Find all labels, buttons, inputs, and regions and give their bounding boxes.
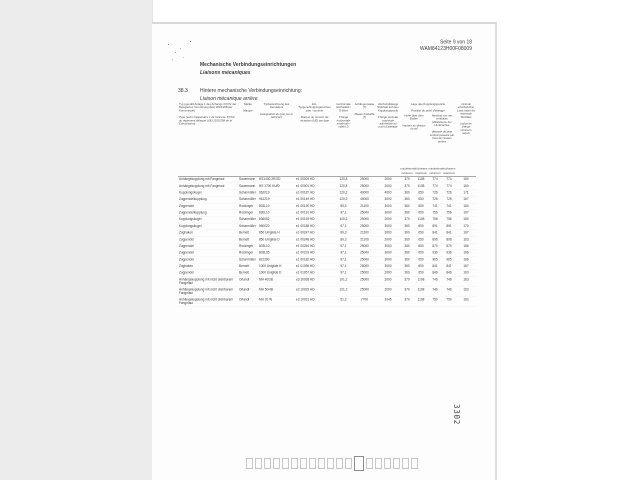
table-cell: e1 00191 HD bbox=[296, 211, 315, 215]
table-cell: 160 bbox=[463, 204, 469, 208]
table-cell: 650 bbox=[418, 204, 424, 208]
table-cell: 841 bbox=[446, 231, 452, 235]
table-cell: 1108 bbox=[417, 287, 425, 292]
table-cell: 163 bbox=[463, 271, 469, 275]
table-cell: 803L35 bbox=[259, 251, 270, 255]
table-cell: 756 bbox=[446, 211, 452, 215]
table-cell: 166 bbox=[463, 244, 469, 248]
table-row bbox=[178, 287, 476, 297]
table-cell: 379 bbox=[404, 298, 410, 302]
table-cell: 360 bbox=[404, 197, 410, 202]
table-cell: 25000 bbox=[360, 271, 369, 275]
table-cell: 21100 bbox=[360, 231, 369, 235]
page-thumbnails bbox=[246, 456, 418, 471]
col-d-wert: Horizontale Höchstlast / D-Wert Charge horizontale maximale / valeur D bbox=[336, 103, 351, 129]
hoehe-min-label: mindestens minimum bbox=[400, 167, 415, 175]
table-cell: 3000 bbox=[384, 197, 392, 202]
table-cell: 896 bbox=[432, 237, 438, 242]
table-cell: 21100 bbox=[360, 204, 369, 208]
page-thumbnail[interactable] bbox=[273, 458, 280, 469]
table-cell: 120,2 bbox=[339, 190, 348, 195]
table-cell: 1108 bbox=[417, 217, 425, 222]
table-cell: 25000 bbox=[360, 177, 369, 182]
table-row bbox=[178, 297, 476, 307]
table-cell: MH 40/2B bbox=[259, 277, 273, 282]
page-thumbnail[interactable] bbox=[291, 458, 298, 469]
table-cell: 25000 bbox=[360, 224, 369, 228]
table-cell: 961219 bbox=[259, 197, 270, 202]
title-de: Mechanische Verbindungseinrichtungen bbox=[200, 62, 297, 68]
table-cell: Zugpendelkupplung bbox=[179, 211, 207, 215]
table-cell: 746 bbox=[446, 277, 452, 282]
table-cell: Zughaken bbox=[179, 231, 194, 235]
col-load-index: minimal erforderlicher Load Index für maximale Stützlast Indice de charge minimum requis bbox=[457, 103, 475, 136]
table-cell: 89,3 bbox=[340, 237, 347, 242]
table-cell: 379 bbox=[404, 177, 410, 182]
table-cell: 360 bbox=[404, 244, 410, 248]
couplings-table bbox=[178, 103, 476, 307]
table-cell: 379 bbox=[404, 217, 410, 222]
table-cell: 160 bbox=[463, 177, 469, 182]
section-heading bbox=[178, 87, 302, 103]
table-row bbox=[178, 237, 476, 244]
table-cell: 650 bbox=[418, 257, 424, 262]
table-cell: Zugpendel bbox=[179, 244, 194, 248]
table-cell: Anhängekupplung mit Fangmaul bbox=[179, 184, 225, 188]
table-cell: 25000 bbox=[360, 287, 369, 292]
table-cell: e1 00001 HD bbox=[296, 184, 315, 188]
abstand-min-label: mindestens minimum bbox=[428, 167, 443, 175]
table-cell: Zugpendel bbox=[179, 204, 194, 208]
table-cell: 746 bbox=[432, 277, 438, 282]
table-cell: Bernett bbox=[239, 271, 250, 275]
table-cell: 40000 bbox=[360, 197, 369, 202]
table-cell: e1 00248 HD bbox=[296, 237, 315, 242]
table-cell: 803L10 bbox=[259, 244, 270, 248]
table-cell: 360 bbox=[404, 231, 410, 235]
table-cell: e1 00188 HD bbox=[296, 224, 315, 228]
table-cell: 3000 bbox=[384, 231, 392, 235]
table-cell: 7700 bbox=[360, 298, 368, 302]
table-cell: Rockinger bbox=[239, 244, 254, 248]
table-cell: 40000 bbox=[360, 190, 369, 195]
table-cell: 25000 bbox=[360, 244, 369, 248]
col-eu-nummer: EU-Typgenehmigungszeichen oder -nummer Marque ou numéro de réception (UE) par type bbox=[298, 103, 331, 123]
table-cell: Zugpendel bbox=[179, 237, 194, 242]
table-cell: 891 bbox=[432, 224, 438, 228]
table-cell: 25000 bbox=[360, 264, 369, 269]
table-cell: 2000 bbox=[384, 184, 392, 188]
table-cell: 167 bbox=[463, 197, 469, 202]
table-cell: 650 bbox=[418, 224, 424, 228]
table-cell: 360 bbox=[404, 264, 410, 269]
page-thumbnail[interactable] bbox=[393, 458, 400, 469]
page-number: Seite 9 von 18 bbox=[440, 39, 472, 45]
minmax-row bbox=[400, 168, 456, 176]
table-cell: 163 bbox=[463, 277, 469, 282]
table-cell: 25000 bbox=[360, 251, 369, 255]
table-cell: 1108 bbox=[417, 298, 425, 302]
page-thumbnail[interactable] bbox=[384, 458, 391, 469]
table-cell: 850 Uniglide H bbox=[259, 231, 280, 235]
table-cell: HS 1700 KU/D bbox=[259, 184, 280, 188]
page-thumbnail[interactable] bbox=[375, 458, 382, 469]
table-cell: 741 bbox=[432, 204, 438, 208]
table-cell: MH 20 W bbox=[259, 298, 273, 302]
table-cell: 756 bbox=[432, 211, 438, 215]
page-thumbnail[interactable] bbox=[264, 458, 271, 469]
table-cell: 97,1 bbox=[340, 271, 347, 275]
table-cell: 97,1 bbox=[340, 264, 347, 269]
page-thumbnail[interactable] bbox=[282, 458, 289, 469]
table-cell: MH 50/4B bbox=[259, 287, 273, 292]
table-cell: Zugpendel bbox=[179, 257, 194, 262]
col-hoehe: Höhe über dem Boden hauteur au-dessus du sol bbox=[402, 114, 426, 131]
page-thumbnail[interactable] bbox=[255, 458, 262, 469]
table-cell: 89,3 bbox=[340, 231, 347, 235]
table-cell: 936 bbox=[432, 251, 438, 255]
table-row bbox=[178, 230, 476, 237]
table-cell: 3000 bbox=[384, 251, 392, 255]
table-header bbox=[178, 103, 476, 177]
stamp-number: 3302 bbox=[452, 403, 462, 426]
table-cell: 774 bbox=[446, 177, 452, 182]
table-cell: e1 01057 HD bbox=[296, 271, 315, 275]
section-number: 38.3 bbox=[178, 88, 188, 94]
scan-noise bbox=[168, 44, 169, 45]
table-cell: 756 bbox=[432, 217, 438, 222]
table-cell: 3000 bbox=[384, 257, 392, 262]
table-cell: Bernett bbox=[239, 264, 250, 269]
table-cell: 89,3 bbox=[340, 204, 347, 208]
document-title bbox=[200, 61, 296, 77]
table-cell: 163 bbox=[463, 298, 469, 302]
document-number: WAM84123H00F08009 bbox=[419, 46, 472, 52]
table-row bbox=[178, 263, 476, 270]
page-thumbnail[interactable] bbox=[327, 458, 334, 469]
table-cell: 1000 Uniglide H bbox=[259, 264, 282, 269]
table-cell: 360 bbox=[404, 257, 410, 262]
col-typ: Typ (gemäß Anlage 1 des Anhangs XXXIV der Delegierten Verordnung (EU) 2015/208 der Kommission) Type (selon l'appendice 1 de l'annexe XXXIV du règlement délégué (UE) 2015/208 de la Commission) bbox=[179, 103, 237, 126]
table-cell: 650 bbox=[418, 237, 424, 242]
table-cell: 774 bbox=[432, 177, 438, 182]
table-cell: e1 00190 HD bbox=[296, 204, 315, 208]
table-cell: 160 bbox=[463, 184, 469, 188]
table-cell: 163 bbox=[463, 287, 469, 292]
table-cell: 4000 bbox=[384, 190, 392, 195]
table-row bbox=[178, 270, 476, 277]
table-cell: 2000 bbox=[384, 217, 392, 222]
table-cell: 879 bbox=[432, 244, 438, 248]
table-cell: 879 bbox=[446, 244, 452, 248]
page-thumbnail[interactable] bbox=[402, 458, 409, 469]
table-cell: 846 bbox=[446, 271, 452, 275]
page-thumbnail[interactable] bbox=[300, 458, 307, 469]
section-heading-fr: Liaison mécanique arrière bbox=[200, 96, 258, 102]
table-cell: 100,2 bbox=[339, 217, 348, 222]
table-cell: 2000 bbox=[384, 277, 392, 282]
table-row bbox=[178, 257, 476, 264]
table-cell: 741 bbox=[446, 204, 452, 208]
table-cell: Sauermann bbox=[239, 184, 256, 188]
document-page-content bbox=[152, 24, 497, 480]
table-cell: 750 bbox=[432, 298, 438, 302]
table-cell: 360 bbox=[404, 204, 410, 208]
table-cell: 746 bbox=[432, 287, 438, 292]
col-marke: Marke Marque bbox=[243, 103, 253, 113]
table-cell: 650 bbox=[418, 190, 424, 195]
table-cell: 3000 bbox=[384, 244, 392, 248]
table-cell: 2000 bbox=[384, 177, 392, 182]
table-cell: 97,1 bbox=[340, 257, 347, 262]
table-cell: Kupplungskugel bbox=[179, 217, 202, 222]
table-cell: 841 bbox=[446, 264, 452, 269]
table-cell: 726 bbox=[446, 197, 452, 202]
table-cell: 3000 bbox=[384, 204, 392, 208]
table-cell: 841 bbox=[432, 264, 438, 269]
table-cell: 25000 bbox=[360, 211, 369, 215]
table-cell: 101,2 bbox=[339, 277, 348, 282]
table-cell: 120,8 bbox=[339, 184, 348, 188]
table-cell: 1000 Uniglide D bbox=[259, 271, 282, 275]
table-cell: 650 bbox=[418, 231, 424, 235]
table-cell: e1 01056 HD bbox=[296, 264, 315, 269]
table-cell: 650 bbox=[418, 271, 424, 275]
table-cell: 650 bbox=[418, 197, 424, 202]
table-cell: 726 bbox=[432, 190, 438, 195]
table-row bbox=[178, 190, 476, 197]
table-cell: e3 10031 HD bbox=[296, 298, 315, 302]
page-thumbnail[interactable] bbox=[366, 458, 373, 469]
table-cell: 803L10 bbox=[259, 204, 270, 208]
table-cell: 896 bbox=[446, 237, 452, 242]
table-cell: 360 bbox=[404, 224, 410, 228]
table-cell: 120,8 bbox=[339, 177, 348, 182]
table-row bbox=[178, 250, 476, 257]
table-cell: 774 bbox=[432, 184, 438, 188]
table-cell: Anhängekupplung mit Fangmaul bbox=[179, 177, 225, 182]
table-cell: 360 bbox=[404, 211, 410, 215]
page-thumbnail[interactable] bbox=[411, 458, 418, 469]
table-cell: 756 bbox=[446, 217, 452, 222]
col-stuetzlast: Höchstzulässige Stützlast auf dem Kupplungspunkt Charge verticale maximale admissible au point d'attelage bbox=[377, 103, 399, 129]
table-cell: 167 bbox=[463, 211, 469, 215]
table-cell: 25000 bbox=[360, 257, 369, 262]
section-heading-de: Hintere mechanische Verbindungseinrichtung: bbox=[200, 88, 303, 94]
table-cell: 746 bbox=[446, 287, 452, 292]
abstand-max-label: höchstens maximum bbox=[442, 167, 456, 175]
table-cell: 850 Uniglide D bbox=[259, 237, 280, 242]
table-cell: Anhängekupplung mit nicht drehbarem Fangmaul bbox=[179, 287, 234, 295]
table-cell: 171 bbox=[463, 190, 469, 195]
table-cell: Bernett bbox=[239, 231, 250, 235]
table-cell: e1 00247 HD bbox=[296, 231, 315, 235]
table-cell: e1 00219 HD bbox=[296, 251, 315, 255]
table-cell: 25000 bbox=[360, 184, 369, 188]
table-cell: 101,2 bbox=[339, 287, 348, 292]
table-cell: Zugpendelkupplung bbox=[179, 197, 207, 202]
table-cell: e1 00149 HD bbox=[296, 197, 315, 202]
page-thumbnail[interactable] bbox=[246, 458, 253, 469]
table-cell: 21100 bbox=[360, 237, 369, 242]
viewer-left-margin bbox=[0, 0, 153, 480]
table-cell: Scharmüller bbox=[239, 257, 256, 262]
table-cell: Orlandi bbox=[239, 287, 250, 292]
page-thumbnail[interactable] bbox=[336, 458, 343, 469]
table-row bbox=[178, 197, 476, 204]
table-cell: HS1400-2R/2D bbox=[259, 177, 281, 182]
table-cell: 965 bbox=[432, 257, 438, 262]
table-cell: Scharmüller bbox=[239, 190, 256, 195]
table-cell: Scharmüller bbox=[239, 217, 256, 222]
document-page bbox=[152, 22, 497, 480]
table-cell: 360 bbox=[404, 190, 410, 195]
table-cell: 379 bbox=[404, 184, 410, 188]
table-cell: 965 bbox=[446, 257, 452, 262]
table-cell: Scharmüller bbox=[239, 224, 256, 228]
table-cell: Sauermann bbox=[239, 177, 256, 182]
col-group-lage: Lage des Kupplungspunkts Position du point d'attelage Höhe über dem Boden hauteur au-dessus du sol Abstand von der vertikalen Mittelebene der Hinterachse distance du plan vertical passant par l'axe de l'essieu arrière mindestens minimum höchstens maximum mindestens minimum höchstens maximum bbox=[400, 103, 456, 175]
table-cell: 360 bbox=[404, 237, 410, 242]
table-cell: 163 bbox=[463, 237, 469, 242]
table-cell: 25000 bbox=[360, 277, 369, 282]
table-row bbox=[178, 243, 476, 250]
table-cell: 1108 bbox=[417, 277, 425, 282]
table-cell: 962019 bbox=[259, 190, 270, 195]
table-cell: 830L10 bbox=[259, 211, 270, 215]
table-cell: 2000 bbox=[384, 237, 392, 242]
table-cell: 650 bbox=[418, 211, 424, 215]
table-cell: 650 bbox=[418, 251, 424, 255]
table-cell: 726 bbox=[446, 190, 452, 195]
table-cell: 1108 bbox=[417, 184, 425, 188]
table-cell: Kupplungskugel bbox=[179, 224, 202, 228]
table-cell: 841 bbox=[432, 231, 438, 235]
table-cell: 846 bbox=[432, 271, 438, 275]
table-row bbox=[178, 203, 476, 210]
table-cell: 166 bbox=[463, 257, 469, 262]
table-row bbox=[178, 217, 476, 224]
page-thumbnail[interactable] bbox=[318, 458, 325, 469]
table-cell: 360 bbox=[404, 271, 410, 275]
table-cell: 960020 bbox=[259, 224, 270, 228]
table-cell: 3000 bbox=[384, 224, 392, 228]
page-thumbnail-selected[interactable] bbox=[354, 456, 364, 471]
table-cell: Rockinger bbox=[239, 204, 254, 208]
table-cell: 726 bbox=[432, 197, 438, 202]
table-cell: 379 bbox=[404, 277, 410, 282]
table-cell: 170 bbox=[463, 224, 469, 228]
table-cell: e1 00182 HD bbox=[296, 257, 315, 262]
table-cell: 160 bbox=[463, 217, 469, 222]
table-cell: Bernett bbox=[239, 237, 250, 242]
table-cell: 1045 bbox=[384, 298, 392, 302]
table-row bbox=[178, 210, 476, 217]
table-cell: 25000 bbox=[360, 217, 369, 222]
table-row bbox=[178, 277, 476, 287]
table-cell: 360 bbox=[404, 251, 410, 255]
table-cell: 3000 bbox=[384, 264, 392, 269]
table-cell: 2000 bbox=[384, 287, 392, 292]
table-cell: 97,1 bbox=[340, 251, 347, 255]
hoehe-max-label: höchstens maximum bbox=[414, 167, 428, 175]
table-cell: e3 10028 HD bbox=[296, 277, 315, 282]
table-cell: 1108 bbox=[417, 177, 425, 182]
table-row bbox=[178, 223, 476, 230]
table-cell: Kupplungskugel bbox=[179, 190, 202, 195]
table-cell: Zugpendel bbox=[179, 251, 194, 255]
col-typbezeichnung: Typbezeichnung des Herstellers Désignation du type par le fabricant bbox=[260, 103, 293, 120]
table-cell: 167 bbox=[463, 231, 469, 235]
table-cell: 97,1 bbox=[340, 244, 347, 248]
table-cell: e1 00009 HD bbox=[296, 177, 315, 182]
table-cell: Orlandi bbox=[239, 298, 250, 302]
table-row bbox=[178, 183, 476, 190]
table-cell: Orlandi bbox=[239, 277, 250, 282]
page-thumbnail[interactable] bbox=[309, 458, 316, 469]
table-row bbox=[178, 177, 476, 184]
table-cell: Anhängekupplung mit nicht drehbarem Fangmaul bbox=[179, 277, 234, 285]
col-abstand: Abstand von der vertikalen Mittelebene der Hinterachse distance du plan vertical passant par l'axe de l'essieu arrière bbox=[429, 114, 455, 144]
col-anhaengemasse: Anhängemasse (T) Masse tractable (T) bbox=[354, 103, 375, 120]
table-cell: 836062 bbox=[259, 217, 270, 222]
table-cell: Anhängekupplung mit nicht drehbarem Fangmaul bbox=[179, 298, 234, 305]
page-thumbnail[interactable] bbox=[345, 458, 352, 469]
table-cell: e3 10029 HD bbox=[296, 287, 315, 292]
table-cell: Zugpendel bbox=[179, 271, 194, 275]
table-cell: e1 00187 HD bbox=[296, 190, 315, 195]
table-cell: 3000 bbox=[384, 211, 392, 215]
table-cell: 51,2 bbox=[340, 298, 347, 302]
table-cell: 97,1 bbox=[340, 224, 347, 228]
table-cell: 120,2 bbox=[339, 197, 348, 202]
table-cell: 167 bbox=[463, 264, 469, 269]
title-fr: Liaisons mécaniques bbox=[200, 70, 251, 76]
table-cell: 750 bbox=[446, 298, 452, 302]
table-cell: 379 bbox=[404, 287, 410, 292]
table-cell: 166 bbox=[463, 251, 469, 255]
table-cell: 650 bbox=[418, 244, 424, 248]
table-cell: e1 00254 HD bbox=[296, 244, 315, 248]
table-cell: Rockinger bbox=[239, 251, 254, 255]
table-cell: 97,1 bbox=[340, 211, 347, 215]
table-cell: Scharmüller bbox=[239, 197, 256, 202]
table-cell: 650 bbox=[418, 264, 424, 269]
table-cell: 2000 bbox=[384, 271, 392, 275]
page-header-right bbox=[420, 39, 472, 52]
table-cell: Rockinger bbox=[239, 211, 254, 215]
table-cell: 891 bbox=[446, 224, 452, 228]
table-cell: e1 00193 HD bbox=[296, 217, 315, 222]
table-cell: 936 bbox=[446, 251, 452, 255]
table-cell: 821280 bbox=[259, 257, 270, 262]
table-body bbox=[178, 177, 476, 308]
table-cell: 774 bbox=[446, 184, 452, 188]
table-cell: Zughaken bbox=[179, 264, 194, 269]
